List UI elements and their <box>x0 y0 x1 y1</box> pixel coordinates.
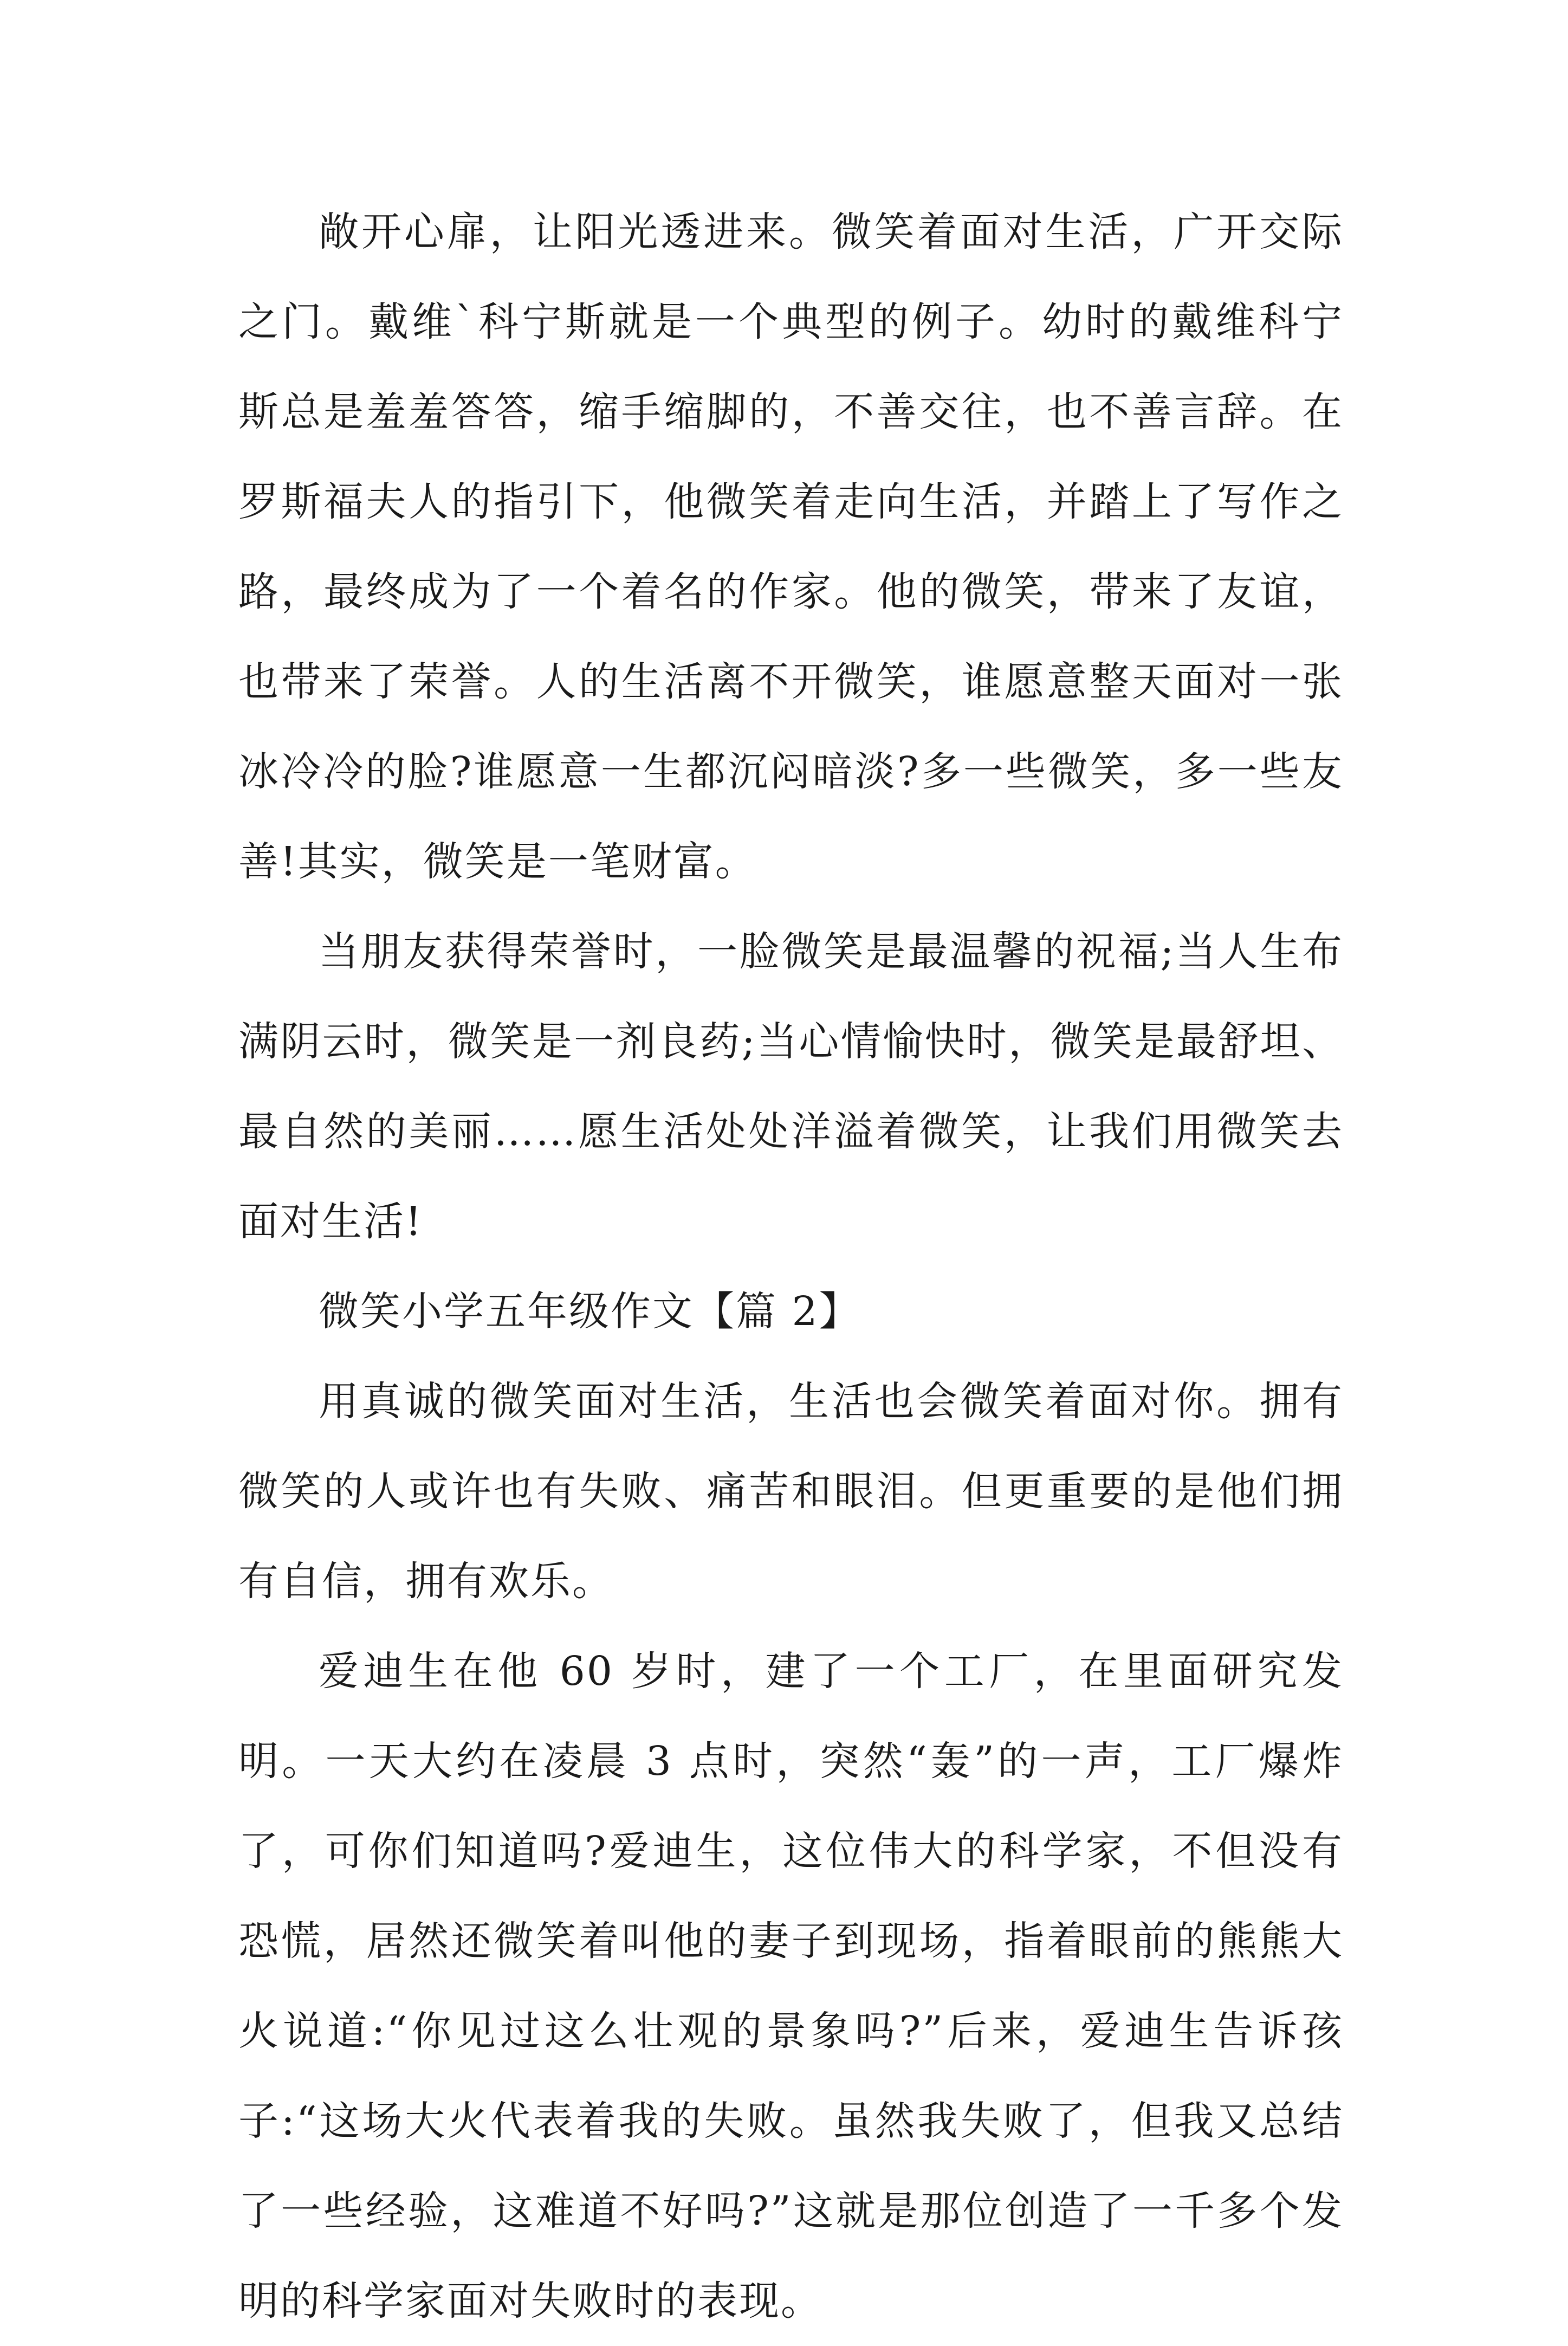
paragraph-friend-honor: 当朋友获得荣誉时，一脸微笑是最温馨的祝福;当人生布满阴云时，微笑是一剂良药;当心情愉快时，微笑是最舒坦、最自然的美丽……愿生活处处洋溢着微笑，让我们用微笑去面对生活! <box>238 928 1344 1245</box>
paragraph-open-heart: 敞开心扉，让阳光透进来。微笑着面对生活，广开交际之门。戴维`科宁斯就是一个典型的例子。幼时的戴维科宁斯总是羞羞答答，缩手缩脚的，不善交往，也不善言辞。在罗斯福夫人的指引下，他微笑着走向生活，并踏上了写作之路，最终成为了一个着名的作家。他的微笑，带来了友谊，也带来了荣誉。人的生活离不开微笑，谁愿意整天面对一张冰冷冷的脸?谁愿意一生都沉闷暗淡?多一些微笑，多一些友善!其实，微笑是一笔财富。 <box>238 209 1344 885</box>
section-heading: 微笑小学五年级作文【篇 2】 <box>319 1288 861 1335</box>
paragraph-edison: 爱迪生在他 60 岁时，建了一个工厂，在里面研究发明。一天大约在凌晨 3 点时，突然“轰”的一声，工厂爆炸了，可你们知道吗?爱迪生，这位伟大的科学家，不但没有恐慌，居然还微笑着叫他的妻子到现场，指着眼前的熊熊大火说道:“你见过这么壮观的景象吗?”后来，爱迪生告诉孩子:“这场大火代表着我的失败。虽然我失败了，但我又总结了一些经验，这难道不好吗?”这就是那位创造了一千多个发明的科学家面对失败时的表现。 <box>238 1648 1344 2324</box>
document-body <box>238 187 1344 2346</box>
paragraph-sincere-smile: 用真诚的微笑面对生活，生活也会微笑着面对你。拥有微笑的人或许也有失败、痛苦和眼泪。但更重要的是他们拥有自信，拥有欢乐。 <box>238 1378 1344 1605</box>
